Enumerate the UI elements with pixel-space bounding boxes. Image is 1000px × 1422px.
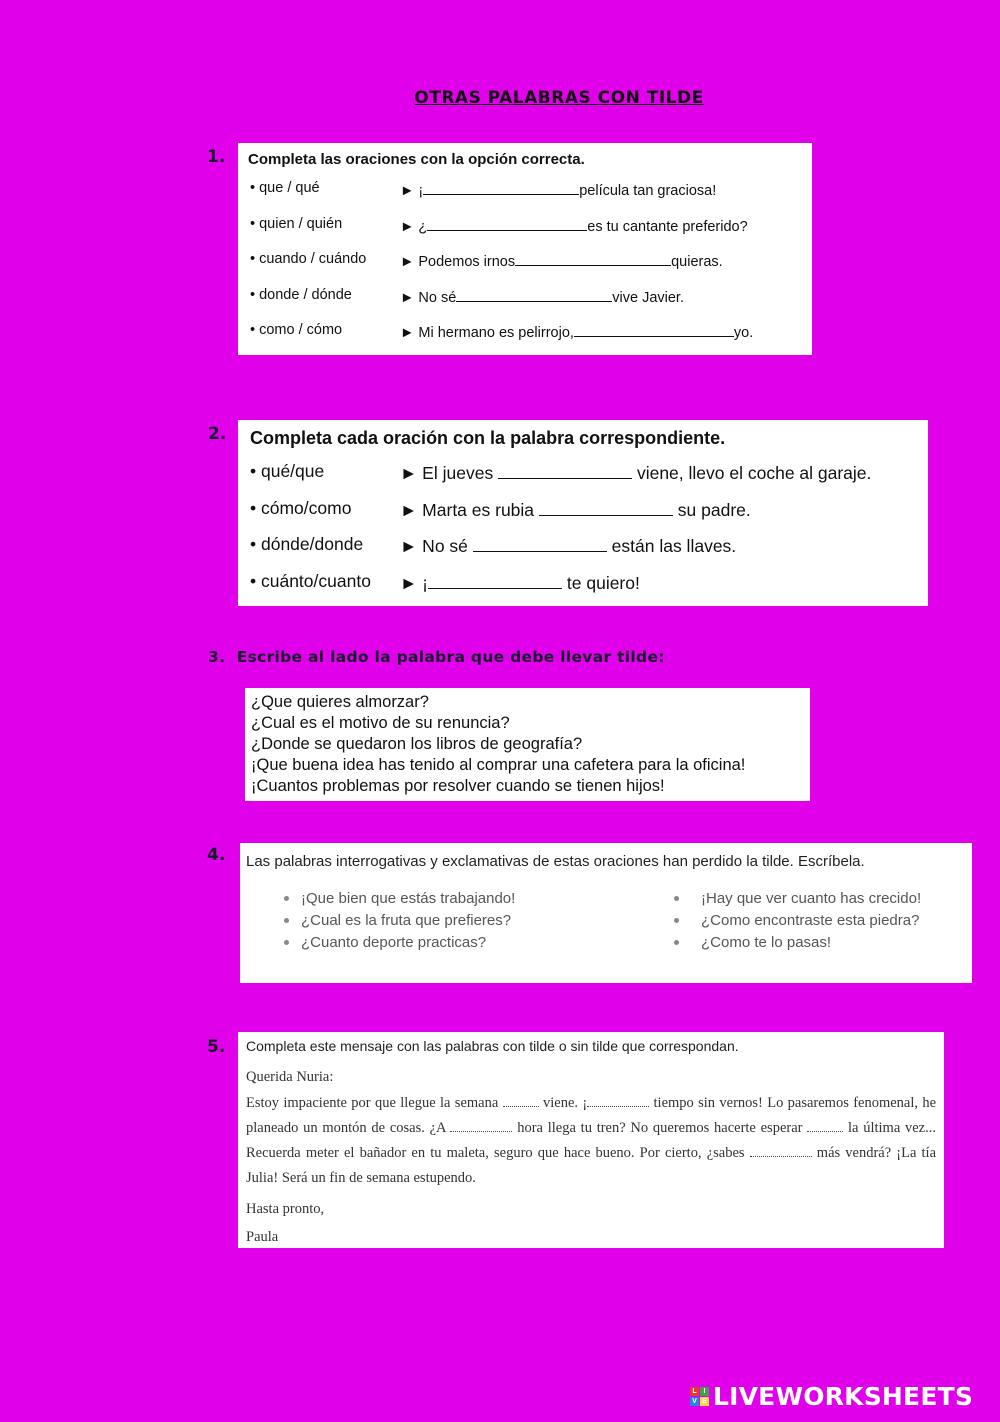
- item-text: ¿Cuanto deporte practicas?: [301, 934, 487, 951]
- exercise-1-row: [248, 287, 802, 323]
- letter-text: hora llega tu tren? No queremos hacerte esperar: [517, 1120, 803, 1136]
- answer-blank[interactable]: [574, 322, 734, 337]
- answer-blank[interactable]: [473, 534, 607, 552]
- exercise-2-row: [250, 461, 916, 498]
- exercise-5-number: 5.: [207, 1037, 226, 1057]
- item-text: ¡Que bien que estás trabajando!: [301, 890, 516, 907]
- exercise-1-row: [248, 322, 802, 358]
- answer-blank[interactable]: [450, 1119, 512, 1132]
- sentence-end: película tan graciosa!: [579, 183, 717, 199]
- letter-greeting: Querida Nuria:: [246, 1069, 334, 1085]
- answer-blank[interactable]: [807, 1119, 843, 1132]
- letter-body: [246, 1091, 936, 1191]
- exercise-4-number: 4.: [207, 845, 226, 865]
- sentence-start: ► ¡: [400, 183, 424, 199]
- exercise-3-instruction: Escribe al lado la palabra que debe llevar tilde:: [236, 648, 665, 666]
- option-label: • quien / quién: [250, 215, 343, 232]
- letter-closing: Hasta pronto,: [246, 1201, 325, 1217]
- exercise-1-number: 1.: [207, 147, 226, 167]
- sentence-start: ► No sé: [400, 536, 468, 556]
- answer-blank[interactable]: [503, 1094, 539, 1107]
- exercise-3-number: 3.: [208, 648, 226, 666]
- logo-letter: L: [690, 1387, 699, 1396]
- sentence-end: quieras.: [671, 254, 723, 270]
- logo-mark-icon: [690, 1387, 709, 1406]
- bullet-icon: [674, 918, 679, 923]
- list-item: [246, 890, 636, 907]
- answer-blank[interactable]: [456, 287, 612, 302]
- exercise-5-card: [238, 1032, 944, 1248]
- list-item: [246, 934, 636, 951]
- sentence-start: ► ¡: [400, 572, 429, 593]
- answer-blank[interactable]: [539, 498, 673, 516]
- sentence-end: es tu cantante preferido?: [587, 218, 748, 235]
- bullet-icon: [284, 896, 289, 901]
- bullet-icon: [674, 896, 679, 901]
- answer-blank[interactable]: [427, 216, 587, 231]
- answer-blank[interactable]: [515, 251, 671, 266]
- letter-text: viene. ¡: [542, 1095, 588, 1111]
- logo-letter: E: [700, 1397, 709, 1406]
- exercise-4-instruction: Las palabras interrogativas y exclamativas de estas oraciones han perdido la tilde. Escríbela.: [246, 853, 865, 870]
- sentence-start: ► ¿: [400, 218, 428, 235]
- answer-blank[interactable]: [498, 461, 632, 479]
- bullet-icon: [284, 940, 289, 945]
- logo-letter: V: [690, 1397, 699, 1406]
- list-item: [636, 912, 956, 929]
- exercise-2-row: [250, 571, 916, 608]
- exercise-1-card: [238, 143, 812, 355]
- option-label: • cuando / cuándo: [250, 251, 367, 267]
- sentence-end: vive Javier.: [612, 289, 684, 306]
- sentence-line: ¡Cuantos problemas por resolver cuando se tienen hijos!: [251, 777, 665, 795]
- exercise-2-row: [250, 534, 916, 571]
- letter-signature: Paula: [246, 1229, 279, 1245]
- answer-blank[interactable]: [750, 1144, 812, 1157]
- option-label: • qué/que: [250, 461, 325, 481]
- sentence-line: ¿Cual es el motivo de su renuncia?: [251, 714, 510, 732]
- liveworksheets-logo[interactable]: [690, 1382, 973, 1411]
- list-item: [636, 934, 956, 951]
- item-text: ¿Cual es la fruta que prefieres?: [301, 912, 512, 929]
- sentence-line: ¿Donde se quedaron los libros de geografía?: [251, 735, 583, 753]
- letter-text: Estoy impaciente por que llegue la semana: [246, 1095, 499, 1111]
- exercise-3-heading: [208, 648, 665, 666]
- sentence-end: te quiero!: [566, 572, 640, 593]
- option-label: • que / qué: [250, 180, 320, 196]
- sentence-start: ► El jueves: [400, 463, 494, 483]
- exercise-1-row: [248, 251, 802, 287]
- exercise-2-card: [238, 420, 928, 606]
- letter-text: la última vez... Recuerda meter el bañador en tu maleta, seguro que hace bueno. Por cierto, ¿sabes: [246, 1120, 936, 1161]
- option-label: • como / cómo: [250, 322, 343, 338]
- list-item: [246, 912, 636, 929]
- logo-text: LIVEWORKSHEETS: [713, 1382, 974, 1411]
- item-text: ¿Como te lo pasas!: [701, 934, 832, 951]
- exercise-2-number: 2.: [208, 424, 227, 444]
- bullet-icon: [674, 940, 679, 945]
- answer-blank[interactable]: [587, 1094, 649, 1107]
- sentence-end: viene, llevo el coche al garaje.: [636, 463, 872, 483]
- page-title: OTRAS PALABRAS CON TILDE: [414, 88, 704, 108]
- sentence-end: su padre.: [677, 499, 751, 520]
- option-label: • donde / dónde: [250, 286, 352, 303]
- option-label: • dónde/donde: [250, 534, 364, 554]
- exercise-5-instruction: Completa este mensaje con las palabras con tilde o sin tilde que correspondan.: [246, 1038, 739, 1054]
- exercise-4-card: [240, 843, 972, 983]
- exercise-1-instruction: Completa las oraciones con la opción correcta.: [248, 151, 585, 168]
- exercise-2-row: [250, 498, 916, 535]
- answer-blank[interactable]: [423, 180, 579, 195]
- sentence-start: ► Podemos irnos: [400, 254, 516, 270]
- bullet-icon: [284, 918, 289, 923]
- item-text: ¡Hay que ver cuanto has crecido!: [701, 890, 922, 907]
- exercise-2-instruction: Completa cada oración con la palabra correspondiente.: [250, 428, 726, 448]
- option-label: • cómo/como: [250, 497, 352, 518]
- letter-text: más vendrá? ¡La tía Julia! Será un fin de semana estupendo.: [246, 1145, 937, 1186]
- exercise-3-card: [245, 688, 810, 801]
- sentence-start: ► Marta es rubia: [400, 499, 535, 520]
- exercise-1-row: [248, 216, 802, 252]
- sentence-end: están las llaves.: [611, 536, 737, 556]
- sentence-line: ¡Que buena idea has tenido al comprar una cafetera para la oficina!: [251, 756, 746, 774]
- sentence-start: ► Mi hermano es pelirrojo,: [400, 325, 574, 341]
- exercise-1-row: [248, 180, 802, 216]
- answer-blank[interactable]: [428, 571, 562, 589]
- logo-letter: I: [700, 1387, 709, 1396]
- sentence-end: yo.: [733, 325, 754, 341]
- letter-text: tiempo sin vernos! Lo pasaremos fenomenal, he planeado un montón de cosas. ¿A: [246, 1095, 937, 1136]
- item-text: ¿Como encontraste esta piedra?: [701, 912, 920, 929]
- sentence-line: ¿Que quieres almorzar?: [251, 693, 429, 711]
- sentence-start: ► No sé: [400, 289, 457, 306]
- option-label: • cuánto/cuanto: [250, 570, 371, 591]
- list-item: [636, 890, 956, 907]
